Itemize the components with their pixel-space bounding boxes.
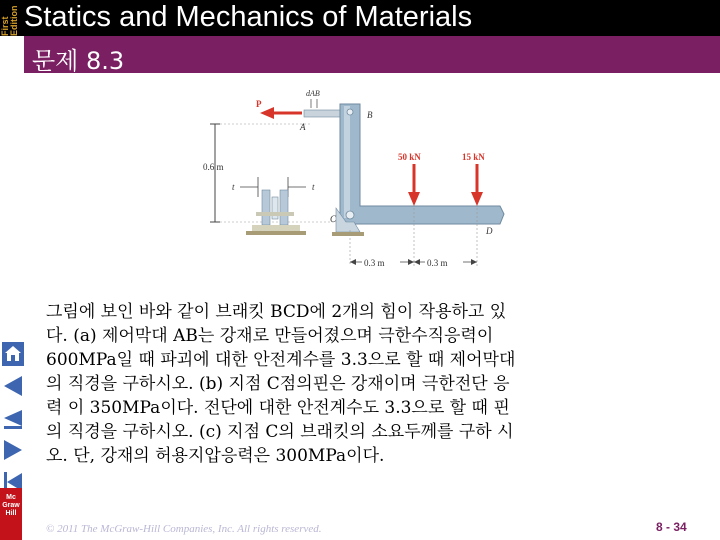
edition-text: First Edition: [0, 5, 19, 36]
slide-subtitle: 문제 8.3: [32, 47, 125, 75]
bracket-figure: [200, 82, 520, 272]
problem-line: 오. 단, 강재의 허용지압응력은 300MPa이다.: [46, 446, 385, 466]
problem-line: 다. (a) 제어막대 AB는 강재로 만들어졌으며 극한수직응력이: [46, 326, 494, 346]
label-c: C: [330, 214, 337, 224]
next-icon[interactable]: [2, 438, 24, 464]
sidebar: [0, 36, 24, 540]
force-50-label: 50 kN: [398, 152, 421, 162]
svg-text:dAB: dAB: [306, 89, 320, 98]
back-icon[interactable]: [2, 406, 24, 432]
dim-1-label: 0.3 m: [364, 258, 385, 268]
page-title: Statics and Mechanics of Materials: [24, 1, 473, 33]
edition-label: [0, 0, 20, 36]
svg-text:t: t: [232, 182, 235, 192]
pin-detail: [232, 177, 315, 235]
slide-subtitle-bar: [24, 36, 720, 73]
home-icon[interactable]: [2, 342, 24, 368]
problem-line: 600MPa일 때 파괴에 대한 안전계수를 3.3으로 할 때 제어막대: [46, 350, 516, 370]
previous-icon[interactable]: [2, 374, 24, 400]
problem-line: 의 직경을 구하시오. (b) 지점 C점의핀은 강재이며 극한전단 응: [46, 374, 510, 394]
problem-line: 의 직경을 구하시오. (c) 지점 C의 브래킷의 소요두께를 구하 시: [46, 422, 514, 442]
height-label: 0.6 m: [203, 162, 224, 172]
label-a: A: [300, 122, 306, 132]
force-p-label: P: [256, 99, 262, 109]
publisher-logo: Mc Graw Hill: [0, 488, 22, 540]
header-bar: [0, 0, 720, 36]
problem-line: 그림에 보인 바와 같이 브래킷 BCD에 2개의 힘이 작용하고 있: [46, 302, 507, 322]
force-15-label: 15 kN: [462, 152, 485, 162]
copyright-text: © 2011 The McGraw-Hill Companies, Inc. All rights reserved.: [46, 523, 322, 535]
svg-text:t: t: [312, 182, 315, 192]
problem-statement: [46, 300, 606, 468]
page-number: 8 - 34: [656, 520, 687, 534]
dim-2-label: 0.3 m: [427, 258, 448, 268]
problem-line: 력 이 350MPa이다. 전단에 대한 안전계수도 3.3으로 할 때 핀: [46, 398, 510, 418]
label-d: D: [486, 226, 493, 236]
label-b: B: [367, 110, 373, 120]
